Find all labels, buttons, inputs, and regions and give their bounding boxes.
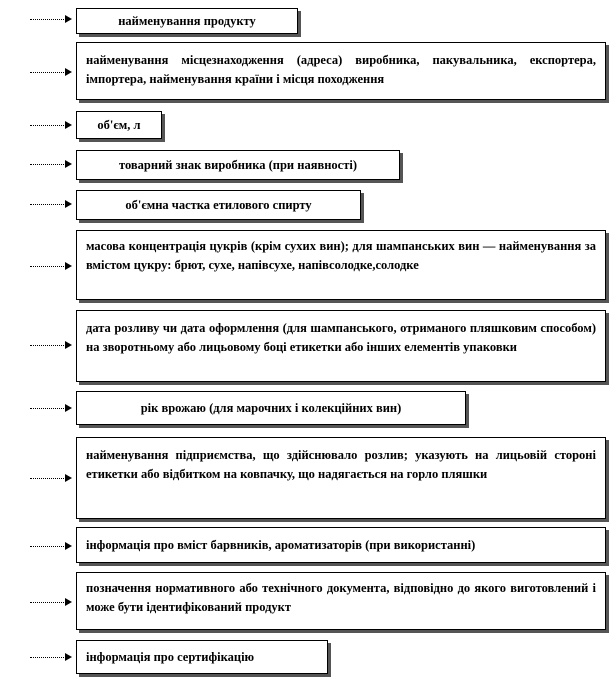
item-box-8 [76,391,466,425]
item-text-6: масова концентрація цукрів (крім сухих вин); для шампанських вин — найменування за вмістом цукру: брют, сухе, напівсухе, напівсолодке,солодке [86,239,596,272]
item-text-9: найменування підприємства, що здійснювало розлив; указують на лицьовій стороні етикетки або відбитком на ковпачку, що надягається на горло пляшки [86,448,596,481]
item-text-5: об'ємна частка етилового спирту [125,197,312,212]
item-box-7 [76,310,606,382]
item-box-9 [76,437,606,519]
item-box-6 [76,230,606,300]
arrow-11 [30,602,68,603]
item-box-5 [76,190,361,220]
item-box-3 [76,111,162,139]
item-text-3: об'єм, л [97,117,141,132]
item-text-1: найменування продукту [118,13,256,28]
item-box-11 [76,572,606,630]
arrow-5 [30,204,68,205]
arrow-8 [30,408,68,409]
arrow-6 [30,266,68,267]
arrow-9 [30,478,68,479]
item-text-8: рік врожаю (для марочних і колекційних вин) [140,400,402,415]
item-box-12 [76,640,328,674]
item-text-7: дата розливу чи дата оформлення (для шампанського, отриманого пляшковим способом) на зворотньому або лицьовому боці етикетки або інших елементів упаковки [86,321,596,354]
item-box-1 [76,8,298,34]
arrow-3 [30,125,68,126]
arrow-4 [30,164,68,165]
item-text-2: найменування місцезнаходження (адреса) виробника, пакувальника, експортера, імпортера, найменування країни і місця походження [86,53,596,86]
arrow-10 [30,546,68,547]
arrow-7 [30,345,68,346]
item-text-12: інформація про сертифікацію [86,649,255,664]
item-box-10 [76,527,606,563]
arrow-1 [30,19,68,20]
item-text-4: товарний знак виробника (при наявності) [119,157,357,172]
arrow-12 [30,657,68,658]
item-box-2 [76,42,606,100]
item-box-4 [76,150,400,180]
item-text-11: позначення нормативного або технічного документа, відповідно до якого виготовлений і може бути ідентифікований продукт [86,581,596,614]
item-text-10: інформація про вміст барвників, ароматизаторів (при використанні) [86,537,476,552]
arrow-2 [30,72,68,73]
